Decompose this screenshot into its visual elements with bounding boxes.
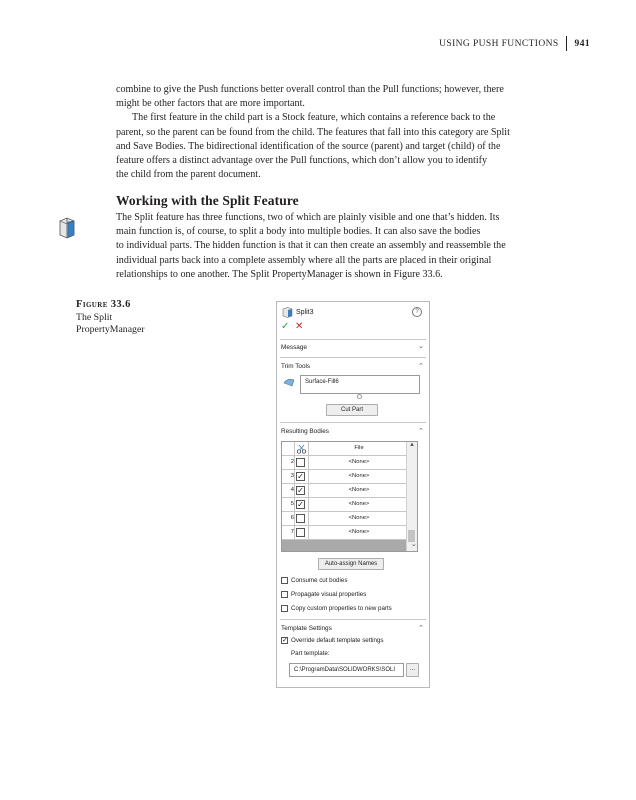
row-checkbox[interactable]: ✓ <box>297 486 304 495</box>
split-feature-icon <box>282 307 293 318</box>
section-resulting-bodies[interactable]: Resulting Bodies <box>281 428 329 435</box>
text-line: and Save Bodies. The bidirectional identification of the source (parent) and target (child) of the <box>116 140 501 152</box>
column-header-file: File <box>354 445 364 451</box>
section-message[interactable]: Message <box>281 344 307 351</box>
chevron-down-icon[interactable]: ⌄ <box>418 343 424 350</box>
trim-tool-item[interactable]: Surface-Fill6 <box>305 379 339 385</box>
table-row[interactable] <box>282 526 408 540</box>
split-feature-icon <box>57 216 77 240</box>
resize-handle[interactable] <box>357 394 362 399</box>
text-line: relationships to one another. The Split PropertyManager is shown in Figure 33.6. <box>116 268 443 280</box>
copy-custom-properties-label: Copy custom properties to new parts <box>291 605 392 612</box>
ok-button[interactable]: ✓ <box>281 321 290 332</box>
table-header-row <box>282 442 408 456</box>
chevron-up-icon[interactable]: ⌃ <box>418 625 424 632</box>
trim-tool-icon <box>283 377 295 387</box>
text-line: main function is, of course, to split a body into multiple bodies. It can also save the bodies <box>116 226 481 238</box>
header-divider <box>566 36 567 51</box>
override-template-checkbox[interactable]: ✓ <box>282 637 288 644</box>
table-row[interactable] <box>282 484 408 498</box>
paragraph-split <box>116 211 586 282</box>
paragraph-intro <box>116 83 586 182</box>
text-line: combine to give the Push functions better overall control than the Pull functions; however, there <box>116 84 504 95</box>
divider <box>280 619 426 620</box>
text-line: individual parts back into a complete assembly where all the parts are placed in their original <box>116 254 492 266</box>
pm-title: Split3 <box>296 309 314 316</box>
page-number: 941 <box>574 38 590 49</box>
resulting-bodies-table <box>281 441 418 552</box>
row-number: 3 <box>290 473 294 479</box>
trim-tools-list[interactable] <box>300 375 420 394</box>
caption-line: The Split <box>76 311 113 323</box>
chevron-up-icon[interactable]: ⌃ <box>418 363 424 370</box>
auto-assign-names-button[interactable]: Auto-assign Names <box>318 558 384 570</box>
row-checkbox[interactable] <box>296 514 305 523</box>
row-number: 6 <box>290 515 294 521</box>
caption-line: PropertyManager <box>76 324 145 335</box>
text-line: might be other factors that are more important. <box>116 98 305 110</box>
row-number: 2 <box>290 459 294 465</box>
table-row[interactable] <box>282 470 408 484</box>
table-row[interactable] <box>282 456 408 470</box>
consume-cut-bodies-label: Consume cut bodies <box>291 577 348 584</box>
browse-button[interactable]: ... <box>406 663 419 677</box>
copy-custom-properties-checkbox[interactable] <box>281 605 288 612</box>
figure-label: Figure 33.6 <box>76 299 131 310</box>
table-scrollbar[interactable] <box>406 442 417 551</box>
text-line: the child from the parent document. <box>116 169 261 181</box>
text-line: to individual parts. The hidden function is that it can then create an assembly and reassemble the <box>116 240 506 252</box>
propagate-visual-label: Propagate visual properties <box>291 591 367 598</box>
text-line: The Split feature has three functions, two of which are plainly visible and one that’s hidden. Its <box>116 212 500 223</box>
table-row[interactable] <box>282 498 408 512</box>
table-row[interactable] <box>282 512 408 526</box>
row-file[interactable]: <None> <box>348 487 370 493</box>
part-template-label: Part template: <box>291 650 330 657</box>
divider <box>280 422 426 423</box>
row-file[interactable]: <None> <box>348 501 370 507</box>
consume-cut-bodies-checkbox[interactable] <box>281 577 288 584</box>
override-template-label: Override default template settings <box>291 637 384 644</box>
table-empty-area <box>282 540 408 551</box>
row-checkbox[interactable]: ✓ <box>297 472 304 481</box>
split-property-manager <box>276 301 430 688</box>
help-icon[interactable]: ? <box>412 307 422 317</box>
text-line: The first feature in the child part is a Stock feature, which contains a reference back to the <box>132 112 496 124</box>
cancel-button[interactable]: ✕ <box>295 321 304 332</box>
chapter-title: USING PUSH FUNCTIONS <box>439 38 559 49</box>
row-file[interactable]: <None> <box>348 529 370 535</box>
row-file[interactable]: <None> <box>348 459 370 465</box>
part-template-input[interactable] <box>289 663 404 677</box>
row-number: 5 <box>290 501 294 507</box>
column-line <box>308 442 309 540</box>
chevron-up-icon[interactable]: ⌃ <box>418 428 424 435</box>
section-trim-tools[interactable]: Trim Tools <box>281 363 311 370</box>
row-file[interactable]: <None> <box>348 515 370 521</box>
divider <box>280 339 426 340</box>
row-number: 4 <box>290 487 294 493</box>
scissors-icon[interactable] <box>296 444 307 454</box>
propagate-visual-checkbox[interactable] <box>281 591 288 598</box>
row-checkbox[interactable] <box>296 528 305 537</box>
chevron-down-icon[interactable]: ⌄ <box>411 541 417 548</box>
part-template-value: C:\ProgramData\SOLIDWORKS\SOLI <box>294 667 396 673</box>
row-file[interactable]: <None> <box>348 473 370 479</box>
column-line <box>294 442 295 540</box>
scroll-up-icon[interactable]: ▲ <box>409 442 415 448</box>
section-template-settings[interactable]: Template Settings <box>281 625 332 632</box>
cut-part-button[interactable]: Cut Part <box>326 404 378 416</box>
text-line: parent, so the parent can be found from the child. The features that fall into this category are Split <box>116 126 510 138</box>
row-checkbox[interactable]: ✓ <box>297 500 304 509</box>
running-header <box>439 36 590 51</box>
section-heading: Working with the Split Feature <box>116 193 299 208</box>
divider <box>280 357 426 358</box>
row-checkbox[interactable] <box>296 458 305 467</box>
figure-caption <box>76 299 145 337</box>
text-line: feature offers a distinct advantage over the Pull functions, which don’t allow you to identify <box>116 155 488 167</box>
row-number: 7 <box>290 529 294 535</box>
